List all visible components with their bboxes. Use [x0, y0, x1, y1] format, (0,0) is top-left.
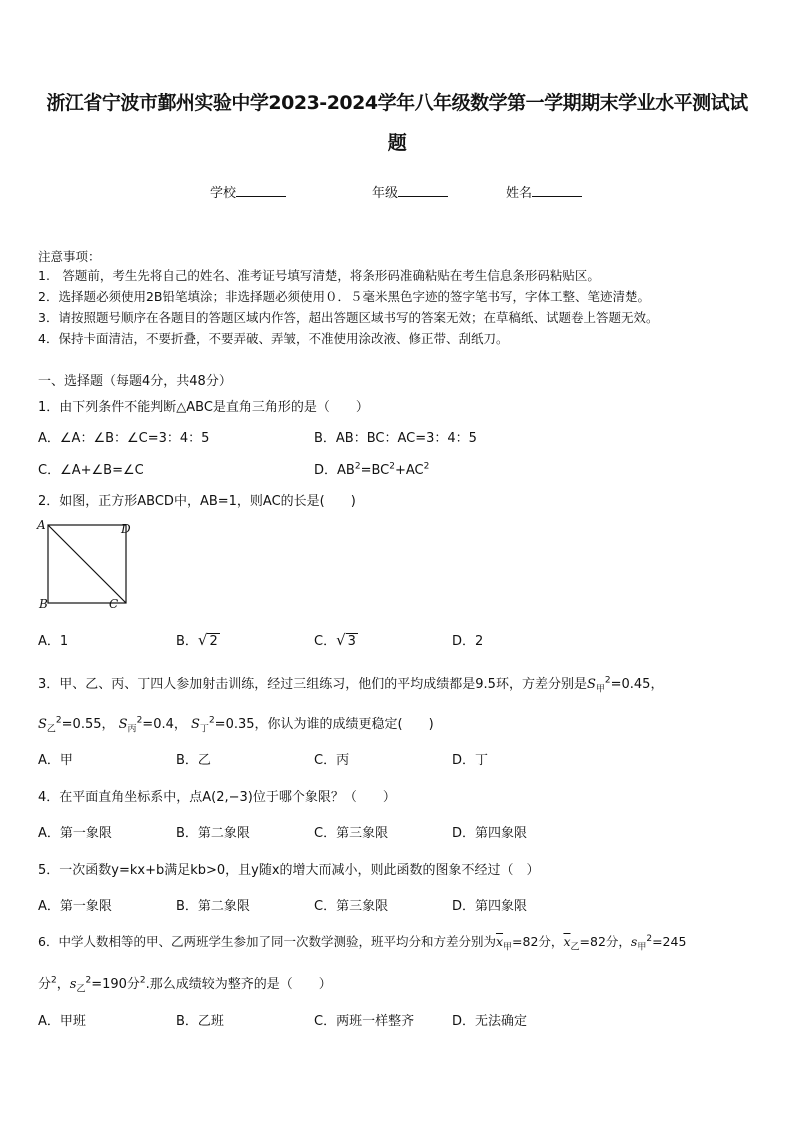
q6-variance-symbol: s: [630, 934, 638, 949]
q2-c-radicand: 3: [347, 634, 356, 649]
q3-variance-value: =0.45，: [610, 677, 664, 692]
q6-variance-symbol: s: [69, 977, 77, 992]
notice-item-2: 2．选择题必须使用2B铅笔填涂；非选择题必须使用０．５毫米黑色字迹的签字笔书写，字体工整、笔迹清楚。: [38, 289, 650, 304]
q3-stem-line2: [38, 713, 434, 735]
q6-mean-symbol: $\overline{x}$: [563, 934, 571, 949]
vertex-b-label: B: [39, 597, 48, 611]
q3-variance-symbol: S: [586, 677, 596, 692]
q3-sup: 2: [604, 675, 611, 686]
q3-sub: 丙: [127, 724, 137, 735]
q2-stem: 2．如图，正方形ABCD中，AB=1，则AC的长是( ): [38, 494, 356, 509]
q6-stem-text: .那么成绩较为整齐的是（ ）: [145, 977, 332, 992]
q2-b-radicand: 2: [209, 634, 218, 649]
q3-stem-line1: [38, 673, 663, 695]
q3-sub: 甲: [595, 684, 605, 695]
notice-heading: 注意事项：: [38, 249, 101, 264]
q3-variance-symbol: S: [191, 717, 200, 732]
q4-option-d: D．第四象限: [452, 826, 528, 841]
q6-option-a: A．甲班: [38, 1014, 86, 1029]
q1-d-sup: 2: [389, 461, 395, 472]
q4-option-b: B．第二象限: [176, 826, 250, 841]
q6-mean-value: =82分，: [512, 934, 564, 949]
sqrt-symbol: √: [197, 631, 208, 649]
q5-option-a: A．第一象限: [38, 899, 112, 914]
vertex-d-label: D: [121, 522, 131, 536]
q6-sup: 2: [646, 933, 653, 944]
q3-option-a: A．甲: [38, 753, 73, 768]
q3-variance-value: =0.4，: [142, 717, 187, 732]
q1-option-d: [314, 459, 429, 478]
q5-option-b: B．第二象限: [176, 899, 250, 914]
q5-option-c: C．第三象限: [314, 899, 389, 914]
q6-stem-line2: 分$^2$，$s_乙^2=190$分$^2$.那么成绩较为整齐的是（ ）: [38, 975, 332, 995]
q1-d-text: D．AB: [314, 463, 355, 478]
q2-option-a: A．1: [38, 634, 69, 649]
notice-item-4: 4．保持卡面清洁，不要折叠，不要弄破、弄皱，不准使用涂改液、修正带、刮纸刀。: [38, 331, 509, 346]
grade-field: [372, 182, 448, 201]
q6-sup: 2: [51, 975, 57, 986]
q2-c-prefix: C．: [314, 634, 337, 649]
q6-variance-value: =190分: [91, 977, 140, 992]
q3-variance-value: =0.55，: [61, 717, 115, 732]
exam-title-line2: 题: [387, 132, 407, 154]
q3-sup: 2: [208, 715, 215, 726]
q6-sub: 乙: [570, 942, 580, 953]
q6-sup: 2: [85, 975, 92, 986]
q6-sub: 乙: [76, 984, 86, 995]
q4-option-a: A．第一象限: [38, 826, 112, 841]
q6-mean-value: =82分，: [579, 934, 631, 949]
q3-sub: 丁: [199, 724, 209, 735]
q6-option-c: C．两班一样整齐: [314, 1014, 415, 1029]
q4-option-c: C．第三象限: [314, 826, 389, 841]
q6-mean-symbol: $\overline{x}$: [495, 934, 504, 949]
school-label: 学校: [210, 186, 237, 201]
section-heading: 一、选择题（每题4分，共48分）: [38, 374, 232, 389]
q1-option-b: B．AB：BC：AC=3：4：5: [314, 431, 477, 446]
exam-title-line1: 浙江省宁波市鄞州实验中学2023-2024学年八年级数学第一学期期末学业水平测试试: [46, 92, 748, 114]
q3-sup: 2: [136, 715, 143, 726]
grade-label: 年级: [372, 186, 399, 201]
q1-option-c: C．∠A+∠B=∠C: [38, 463, 144, 478]
q3-variance-symbol: S: [38, 717, 47, 732]
q6-sup: 2: [139, 975, 146, 986]
q5-stem: 5．一次函数y=kx+b满足kb>0，且y随x的增大而减小，则此函数的图象不经过（ ）: [38, 863, 540, 878]
q4-stem: 4．在平面直角坐标系中，点A(2,−3)位于哪个象限？（ ）: [38, 790, 396, 805]
q3-sub: 乙: [46, 724, 56, 735]
q6-sub: 甲: [503, 942, 513, 953]
notice-item-3: 3．请按照题号顺序在各题目的答题区域内作答，超出答题区域书写的答案无效；在草稿纸、试题卷上答题无效。: [38, 310, 659, 325]
vertex-c-label: C: [109, 597, 119, 611]
q3-stem-text: 3．甲、乙、丙、丁四人参加射击训练，经过三组练习，他们的平均成绩都是9.5环，方差分别是: [38, 677, 587, 692]
q3-option-d: D．丁: [452, 753, 489, 768]
q6-sub: 甲: [637, 942, 647, 953]
notice-item-1: 1. 答题前，考生先将自己的姓名、准考证号填写清楚，将条形码准确粘贴在考生信息条形码粘贴区。: [38, 268, 600, 283]
diagonal-ac: [48, 525, 126, 603]
q3-variance-value: =0.35，你认为谁的成绩更稳定( ): [214, 717, 434, 732]
q1-d-sup: 2: [354, 461, 361, 472]
q6-option-b: B．乙班: [176, 1014, 224, 1029]
q1-option-a: A．∠A：∠B：∠C=3：4：5: [38, 431, 210, 446]
square-diagram: [34, 515, 134, 615]
school-blank: [236, 184, 286, 197]
vertex-a-label: A: [37, 518, 46, 532]
q1-d-text: =BC: [360, 463, 390, 478]
name-label: 姓名: [506, 186, 533, 201]
q6-stem-text: 分: [38, 977, 52, 992]
q2-option-c: [314, 630, 358, 649]
q3-option-b: B．乙: [176, 753, 211, 768]
q5-option-d: D．第四象限: [452, 899, 528, 914]
sqrt-symbol: √: [336, 631, 346, 649]
q1-stem: 1．由下列条件不能判断△ABC是直角三角形的是（ ）: [38, 400, 369, 415]
q2-option-d: D．2: [452, 634, 484, 649]
q3-variance-symbol: S: [118, 717, 128, 732]
q1-d-sup: 2: [423, 461, 430, 472]
q1-d-text: +AC: [394, 463, 424, 478]
q2-b-prefix: B．: [176, 634, 198, 649]
q3-option-c: C．丙: [314, 753, 350, 768]
q2-option-b: [176, 630, 220, 649]
name-blank: [532, 184, 582, 197]
grade-blank: [398, 184, 448, 197]
school-field: [210, 182, 286, 201]
q6-variance-value: =245: [652, 934, 687, 949]
q6-option-d: D．无法确定: [452, 1014, 528, 1029]
q3-sup: 2: [55, 715, 62, 726]
q6-stem-text: 6．中学人数相等的甲、乙两班学生参加了同一次数学测验，班平均分和方差分别为: [38, 934, 496, 949]
name-field: [506, 182, 582, 201]
q6-stem-line1: [38, 932, 686, 953]
